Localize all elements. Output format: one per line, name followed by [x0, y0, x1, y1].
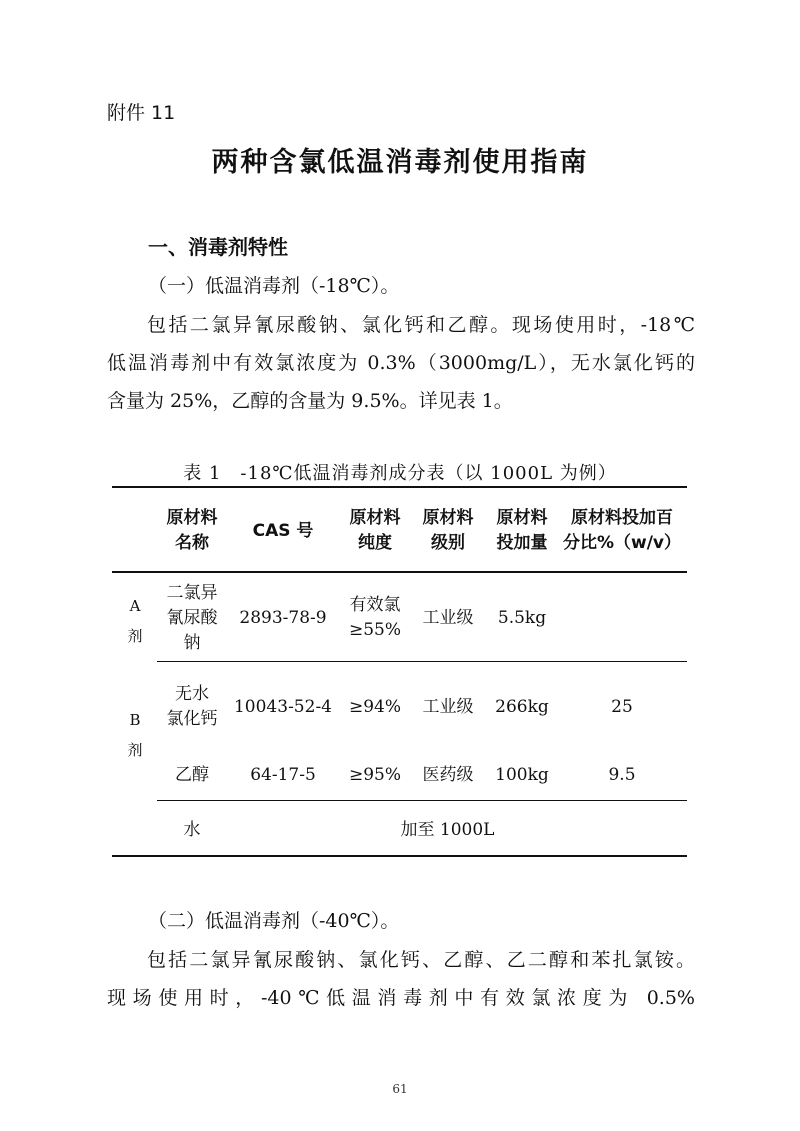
document-title: 两种含氯低温消毒剂使用指南 [211, 147, 589, 178]
paragraph-2 [107, 941, 695, 1017]
header-line: 投加量 [496, 533, 548, 553]
header-line: 原材料 [166, 508, 218, 528]
paragraph-1 [107, 306, 695, 420]
paragraph-line: 含量为 25%，乙醇的含量为 9.5%。详见表 1。 [107, 390, 513, 412]
group-label-line: B [129, 711, 141, 729]
group-a-label [115, 590, 155, 652]
subsection-heading-2: （二）低温消毒剂（-40℃）。 [148, 910, 400, 932]
table-caption: 表 1 -18℃低温消毒剂成分表（以 1000L 为例） [183, 463, 617, 484]
paragraph-line: 现场使用时，-40℃低温消毒剂中有效氯浓度为 0.5% [107, 987, 695, 1009]
header-line: 纯度 [358, 533, 392, 553]
paragraph-line: 包括二氯异氰尿酸钠、氯化钙、乙醇、乙二醇和苯扎氯铵。 [147, 949, 695, 971]
row1-grade: 工业级 [422, 607, 474, 628]
header-line: 原材料投加百 [571, 508, 673, 528]
table-group-divider [157, 661, 687, 662]
header-line: 原材料 [349, 508, 401, 528]
row2-grade: 工业级 [422, 696, 474, 717]
header-name [157, 496, 227, 566]
header-purity [340, 496, 410, 566]
row1-amount: 5.5kg [497, 607, 547, 628]
cell-line: 氰尿酸 [166, 607, 218, 628]
row3-amount: 100kg [495, 764, 549, 785]
header-line: 分比%（w/v） [562, 533, 682, 553]
cell-line: 无水 [175, 684, 209, 704]
water-name: 水 [183, 819, 201, 840]
cell-line: ≥55% [348, 620, 402, 640]
row3-purity: ≥95% [348, 764, 402, 785]
header-percent [559, 496, 685, 566]
row2-name [157, 678, 227, 736]
row1-name [157, 577, 227, 659]
section-heading: 一、消毒剂特性 [148, 235, 288, 259]
cell-line: 有效氯 [349, 595, 401, 615]
row2-cas: 10043-52-4 [233, 696, 332, 717]
attachment-label: 附件 11 [107, 102, 176, 124]
page-number: 61 [392, 1082, 408, 1096]
row2-percent: 25 [611, 696, 633, 717]
row1-percent [559, 577, 685, 659]
header-line: 级别 [431, 533, 465, 553]
group-label-line: 剂 [127, 741, 143, 759]
row3-cas: 64-17-5 [250, 764, 316, 785]
row1-purity [340, 577, 410, 659]
header-line: 名称 [175, 533, 209, 553]
table-bottom-rule [112, 855, 687, 857]
paragraph-line: 低温消毒剂中有效氯浓度为 0.3%（3000mg/L），无水氯化钙的 [107, 352, 695, 374]
group-b-label [115, 704, 155, 766]
header-line: 原材料 [496, 508, 548, 528]
row2-purity: ≥94% [348, 696, 402, 717]
table-header-rule [112, 571, 687, 573]
row3-percent: 9.5 [608, 764, 636, 785]
header-grade [413, 496, 483, 566]
header-amount [486, 496, 558, 566]
cell-line: 二氯异 [166, 582, 218, 603]
row2-amount: 266kg [495, 696, 549, 717]
row1-cas: 2893-78-9 [239, 607, 327, 628]
group-label-line: A [129, 597, 141, 615]
row3-name: 乙醇 [175, 764, 209, 785]
cell-line: 钠 [183, 632, 201, 653]
group-label-line: 剂 [127, 627, 143, 645]
paragraph-line: 包括二氯异氰尿酸钠、氯化钙和乙醇。现场使用时，-18℃ [147, 314, 695, 336]
header-line: 原材料 [422, 508, 474, 528]
subsection-heading-1: （一）低温消毒剂（-18℃）。 [148, 275, 400, 297]
cell-line: 氯化钙 [166, 709, 218, 729]
header-cas: CAS 号 [252, 520, 314, 541]
row3-grade: 医药级 [422, 764, 474, 785]
table-top-rule [112, 486, 687, 488]
water-value: 加至 1000L [400, 819, 495, 840]
table-water-divider [157, 800, 687, 801]
